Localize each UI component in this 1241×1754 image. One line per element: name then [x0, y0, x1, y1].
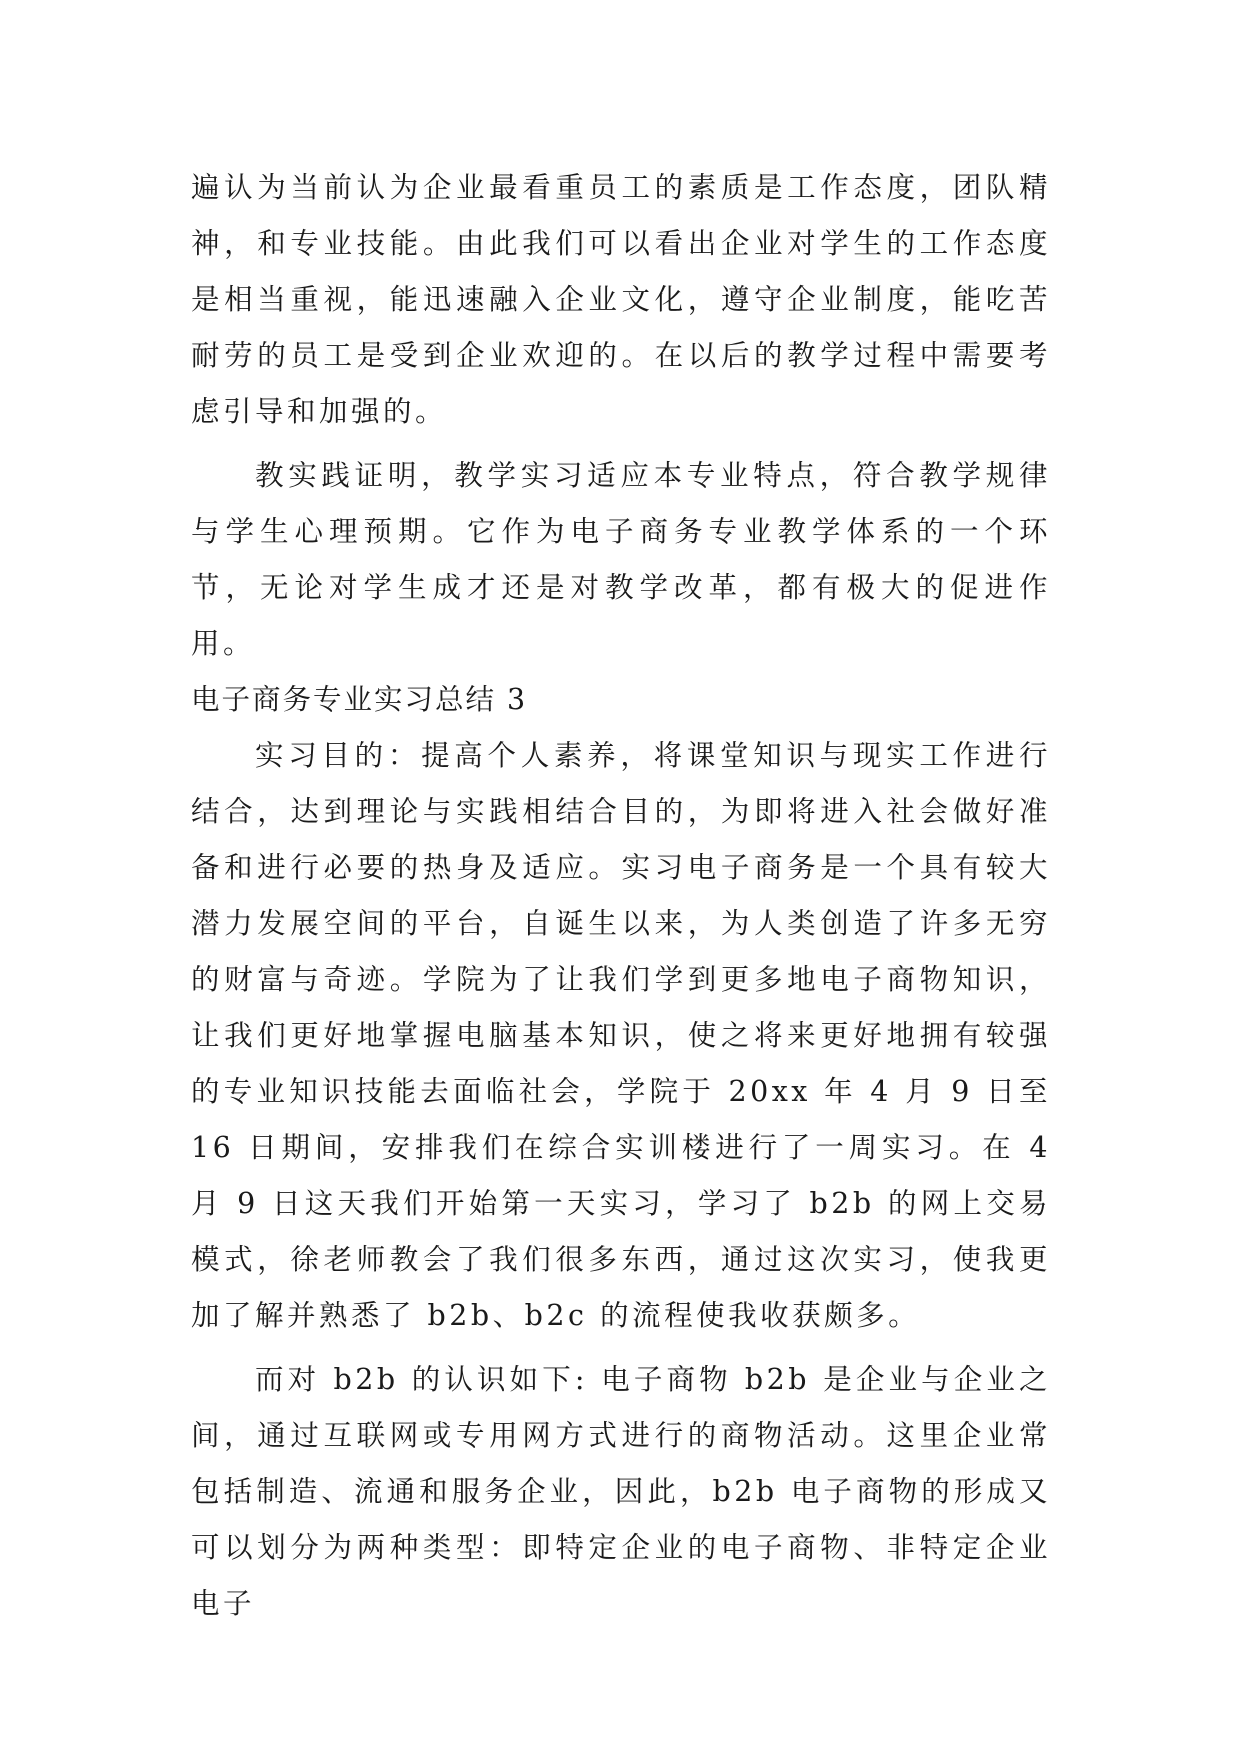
paragraph-work-attitude: 遍认为当前认为企业最看重员工的素质是工作态度，团队精神，和专业技能。由此我们可以看出企业对学生的工作态度是相当重视，能迅速融入企业文化，遵守企业制度，能吃苦耐劳的员工是受到企业欢迎的。在以后的教学过程中需要考虑引导和加强的。 — [191, 171, 1051, 428]
document-body — [191, 160, 1051, 1632]
section-heading: 电子商务专业实习总结 3 — [191, 683, 528, 716]
paragraph-b2b-understanding: 而对 b2b 的认识如下: 电子商物 b2b 是企业与企业之间，通过互联网或专用网方式进行的商物活动。这里企业常包括制造、流通和服务企业，因此，b2b 电子商物的形成又可以划分为两种类型：即特定企业的电子商物、非特定企业电子 — [191, 1363, 1051, 1620]
paragraph-practice-proof: 教实践证明，教学实习适应本专业特点，符合教学规律与学生心理预期。它作为电子商务专业教学体系的一个环节，无论对学生成才还是对教学改革，都有极大的促进作用。 — [191, 459, 1051, 660]
paragraph-internship-purpose: 实习目的：提高个人素养，将课堂知识与现实工作进行结合，达到理论与实践相结合目的，为即将进入社会做好准备和进行必要的热身及适应。实习电子商务是一个具有较大潜力发展空间的平台，自诞生以来，为人类创造了许多无穷的财富与奇迹。学院为了让我们学到更多地电子商物知识，让我们更好地掌握电脑基本知识，使之将来更好地拥有较强的专业知识技能去面临社会，学院于 20xx 年 4 月 9 日至 16 日期间，安排我们在综合实训楼进行了一周实习。在 4 月 9 日这天我们开始第一天实习，学习了 b2b 的网上交易模式，徐老师教会了我们很多东西，通过这次实习，使我更加了解并熟悉了 b2b、b2c 的流程使我收获颇多。 — [191, 739, 1051, 1332]
